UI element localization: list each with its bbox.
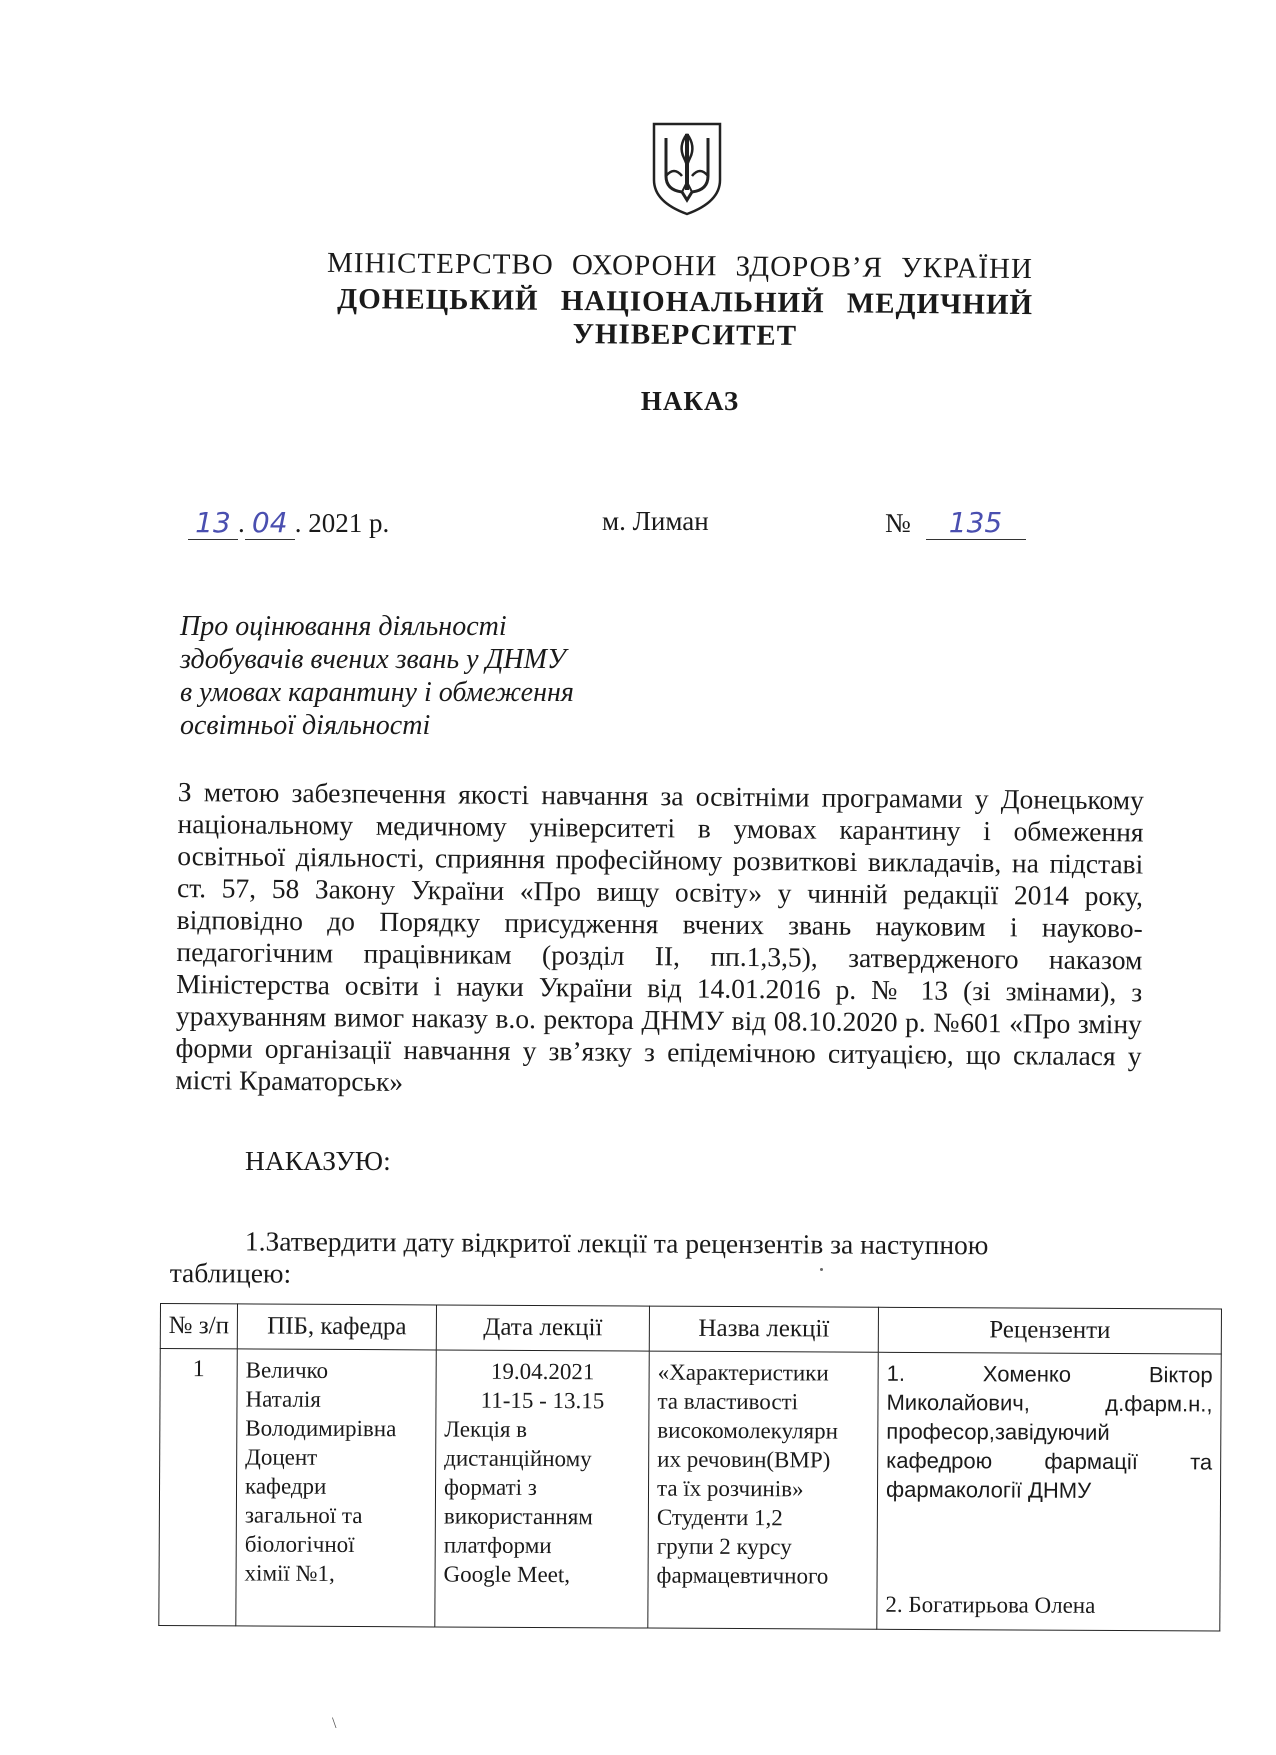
title-line: та властивості: [657, 1388, 799, 1415]
order-city: м. Лиман: [602, 506, 709, 536]
subject-line: освітньої діяльності: [180, 710, 431, 741]
title-line: «Характеристики: [657, 1359, 829, 1386]
format-line: форматі з: [443, 1474, 537, 1500]
number-value: 135: [926, 506, 1026, 540]
row-name: [236, 1349, 436, 1627]
title-line: високомолекулярн: [657, 1417, 838, 1444]
order-word: НАКАЗУЮ:: [245, 1145, 391, 1176]
speck: [820, 1268, 823, 1271]
format-line: використанням: [443, 1503, 593, 1530]
name-line: Доцент: [245, 1444, 318, 1470]
row-reviewers: [877, 1352, 1221, 1631]
order-subject: [180, 610, 680, 742]
scan-mark: \: [332, 1715, 337, 1732]
header-name: ПІБ, кафедра: [237, 1304, 436, 1350]
order-date: 13 . 04 . 2021 р.: [188, 506, 389, 540]
document-type: НАКАЗ: [640, 386, 740, 416]
order-item-1: 1.Затвердити дату відкритої лекції та рецензентів за наступною таблицею:: [169, 1225, 989, 1289]
reviewer-2: 2. Богатирьова Олена: [885, 1591, 1096, 1618]
name-line: загальної та: [244, 1502, 363, 1529]
header-title: Назва лекції: [649, 1306, 878, 1352]
number-label: №: [885, 508, 911, 538]
name-line: Наталія: [245, 1386, 321, 1412]
row-num: 1: [159, 1349, 237, 1626]
university-name: ДОНЕЦЬКИЙ НАЦІОНАЛЬНИЙ МЕДИЧНИЙ УНІВЕРСИТЕТ: [337, 282, 1034, 352]
order-number: [885, 506, 1026, 540]
title-line: групи 2 курсу: [656, 1533, 792, 1560]
preamble-paragraph: З метою забезпечення якості навчання за освітніми програмами у Донецькому національному медичному університеті в умовах карантину і обмеження освітньої діяльності, сприяння професійному розвиткові викладачів, на підставі ст. 57, 58 Закону України «Про вищу освіту» у чинній редакції 2014 року, відповідно до Порядку присудження вчених звань науковим і науково-педагогічним працівникам (розділ ІІ, пп.1,3,5), затвердженого наказом Міністерства освіти і науки України від 14.01.2016 р. № 13 (зі змінами), з урахуванням вимог наказу в.о. ректора ДНМУ від 08.10.2020 р. №601 «Про зміну форми організації навчання у зв’язку з епідемічною ситуацією, що склалася у місті Краматорськ»: [175, 776, 1144, 1097]
reviewer-1: 1. Хоменко Віктор Миколайович, д.фарм.н., професор,завідуючий кафедрою фармації та фармакології ДНМУ: [885, 1360, 1213, 1503]
subject-line: в умовах карантину і обмеження: [180, 677, 574, 708]
format-line: дистанційному: [444, 1445, 592, 1472]
table-row: [159, 1349, 1221, 1632]
name-line: Величко: [245, 1357, 329, 1383]
title-line: их речовин(ВМР): [657, 1446, 831, 1473]
row-title: [648, 1351, 878, 1629]
row-date: [435, 1350, 649, 1628]
name-line: кафедри: [244, 1473, 327, 1499]
title-line: фармацевтичного: [656, 1562, 829, 1589]
subject-line: здобувачів вчених звань у ДНМУ: [180, 644, 566, 675]
time-line: 11-15 - 13.15: [480, 1387, 605, 1414]
name-line: біологічної: [244, 1531, 355, 1558]
name-line: Володимирівна: [245, 1415, 397, 1442]
subject-line: Про оцінювання діяльності: [180, 611, 507, 642]
ministry-name: МІНІСТЕРСТВО ОХОРОНИ ЗДОРОВ’Я УКРАЇНИ: [326, 246, 1034, 286]
title-line: та їх розчинів»: [656, 1475, 804, 1502]
order-day: 13: [188, 506, 238, 540]
trident-emblem-icon: [648, 120, 726, 216]
header-num: № з/п: [160, 1304, 237, 1349]
header-reviewers: Рецензенти: [878, 1307, 1221, 1354]
order-year: . 2021 р.: [294, 508, 390, 538]
format-line: Лекція в: [444, 1416, 528, 1442]
format-line: платформи: [443, 1532, 552, 1559]
date-line: 19.04.2021: [490, 1358, 595, 1385]
table-header-row: [160, 1304, 1221, 1355]
order-month: 04: [245, 506, 295, 540]
lectures-table: [158, 1303, 1222, 1632]
header-date: Дата лекції: [436, 1305, 649, 1351]
format-line: Google Meet,: [443, 1561, 571, 1588]
name-line: хімії №1,: [244, 1560, 335, 1586]
title-line: Студенти 1,2: [656, 1504, 783, 1531]
